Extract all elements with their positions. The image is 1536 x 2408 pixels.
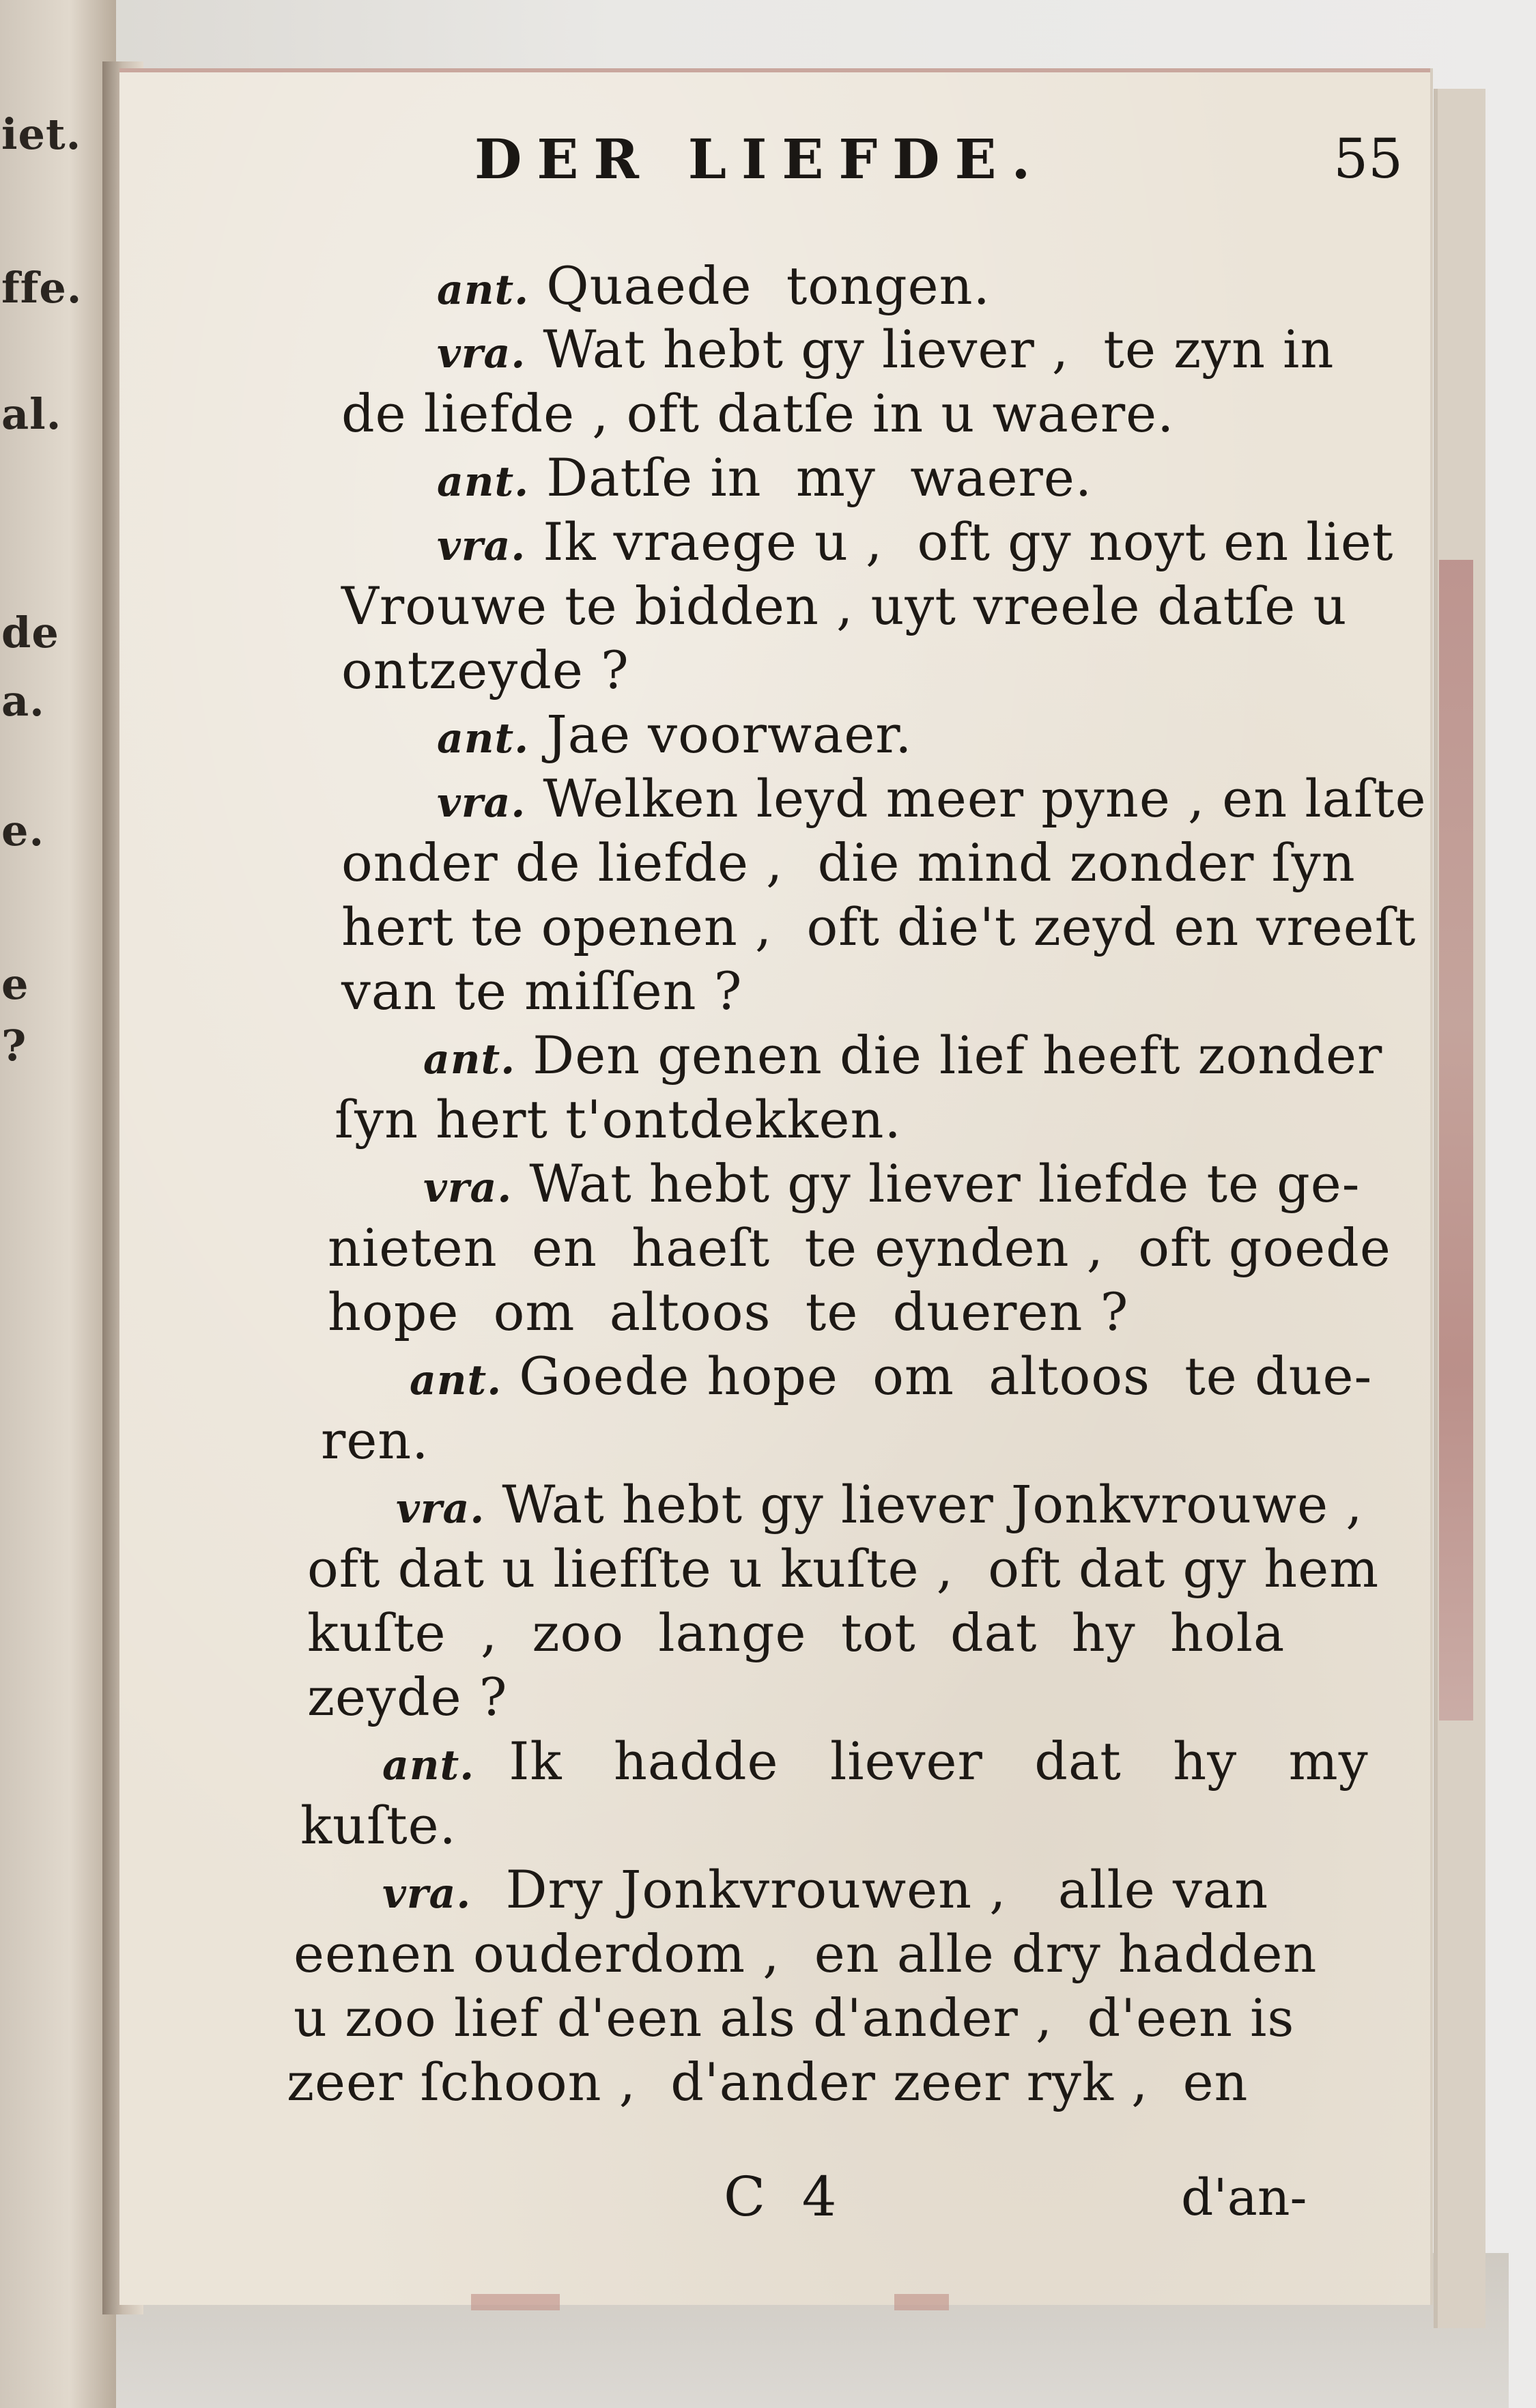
text-line (437, 704, 913, 765)
line-text: Ik hadde liever dat hy my (474, 1731, 1369, 1791)
speaker-label: ant. (437, 266, 530, 314)
text-line (341, 640, 629, 700)
line-text: Den genen die lief heeft zonder (515, 1025, 1383, 1086)
text-line (437, 255, 991, 316)
left-page-edge (0, 0, 116, 2408)
line-text: onder de liefde , die mind zonder ſyn (341, 832, 1356, 893)
text-line (423, 1025, 1383, 1086)
text-line (300, 1795, 457, 1856)
line-text: Wat hebt gy liever Jonkvrouwe , (485, 1474, 1363, 1535)
speaker-label: ant. (437, 715, 530, 763)
line-text: eenen ouderdom , en alle dry hadden (294, 1923, 1318, 1984)
text-line (437, 447, 1093, 508)
left-page-fragment: a. (1, 676, 45, 726)
speaker-label: vra. (437, 522, 526, 570)
text-line (307, 1667, 508, 1727)
page-edge-stain (894, 2294, 949, 2310)
text-line (287, 2052, 1249, 2112)
book-page (119, 68, 1430, 2305)
line-text: Ik vraege u , oft gy noyt en liet (526, 511, 1394, 572)
line-text: zeyde ? (307, 1667, 508, 1727)
text-line (382, 1731, 1369, 1791)
text-line (335, 1089, 902, 1150)
line-text: Vrouwe te bidden , uyt vreele datſe u (341, 576, 1348, 636)
left-page-fragment: e (1, 959, 29, 1009)
line-text: Dry Jonkvrouwen , alle van (471, 1859, 1269, 1920)
line-text: Wat hebt gy liever , te zyn in (526, 319, 1335, 380)
text-line (437, 768, 1427, 829)
text-line (341, 832, 1356, 893)
speaker-label: ant. (437, 458, 530, 506)
line-text: de liefde , oft datſe in u waere. (341, 383, 1175, 444)
text-line (437, 511, 1394, 572)
speaker-label: vra. (396, 1485, 485, 1533)
line-text: oft dat u liefſte u kuſte , oft dat gy hem (307, 1538, 1380, 1599)
left-page-fragment: e. (1, 806, 45, 855)
line-text: Datſe in my waere. (529, 447, 1093, 508)
running-head: DER LIEFDE. (474, 127, 1046, 191)
left-page-fragment: al. (1, 389, 62, 439)
line-text: hert te openen , oft die't zeyd en vreeſt (341, 896, 1417, 957)
speaker-label: ant. (382, 1742, 475, 1789)
speaker-label: vra. (382, 1870, 472, 1918)
line-text: nieten en haeſt te eynden , oft goede (328, 1217, 1391, 1278)
text-line (328, 1217, 1391, 1278)
red-ribbon-marker (1439, 560, 1473, 1720)
left-page-fragment: ? (1, 1021, 27, 1071)
line-text: ſyn hert t'ontdekken. (335, 1089, 902, 1150)
text-line (382, 1859, 1269, 1920)
line-text: u zoo lief d'een als d'ander , d'een is (294, 1987, 1295, 2048)
page-edge-stain (471, 2294, 560, 2310)
text-line (410, 1346, 1373, 1406)
line-text: ontzeyde ? (341, 640, 629, 700)
line-text: van te miſſen ? (341, 961, 743, 1021)
text-line (341, 961, 743, 1021)
text-line (423, 1153, 1361, 1214)
signature-mark: C 4 (724, 2165, 847, 2228)
left-page-fragment: de (1, 608, 59, 657)
speaker-label: ant. (410, 1357, 502, 1404)
text-line (341, 576, 1348, 636)
text-line (328, 1281, 1129, 1342)
line-text: kuſte , zoo lange tot dat hy hola (307, 1602, 1285, 1663)
line-text: hope om altoos te dueren ? (328, 1281, 1129, 1342)
line-text: Wat hebt gy liever liefde te ge- (512, 1153, 1361, 1214)
line-text: ren. (321, 1410, 429, 1471)
line-text: Welken leyd meer pyne , en laſte (526, 768, 1427, 829)
left-page-fragment: ffe. (1, 263, 83, 313)
page-number: 55 (1333, 127, 1403, 190)
text-line (307, 1602, 1285, 1663)
text-line (294, 1987, 1295, 2048)
text-line (396, 1474, 1363, 1535)
line-text: Goede hope om altoos te due- (502, 1346, 1373, 1406)
speaker-label: vra. (437, 779, 526, 827)
text-line (321, 1410, 429, 1471)
catchword: d'an- (1181, 2168, 1307, 2227)
line-text: kuſte. (300, 1795, 457, 1856)
speaker-label: vra. (423, 1164, 513, 1212)
line-text: Jae voorwaer. (529, 704, 913, 765)
speaker-label: ant. (423, 1036, 516, 1083)
text-line (341, 896, 1417, 957)
speaker-label: vra. (437, 330, 526, 378)
text-line (341, 383, 1175, 444)
left-page-fragment: iet. (1, 109, 82, 159)
text-line (307, 1538, 1380, 1599)
line-text: zeer ſchoon , d'ander zeer ryk , en (287, 2052, 1249, 2112)
line-text: Quaede tongen. (529, 255, 991, 316)
text-line (437, 319, 1335, 380)
text-line (294, 1923, 1318, 1984)
